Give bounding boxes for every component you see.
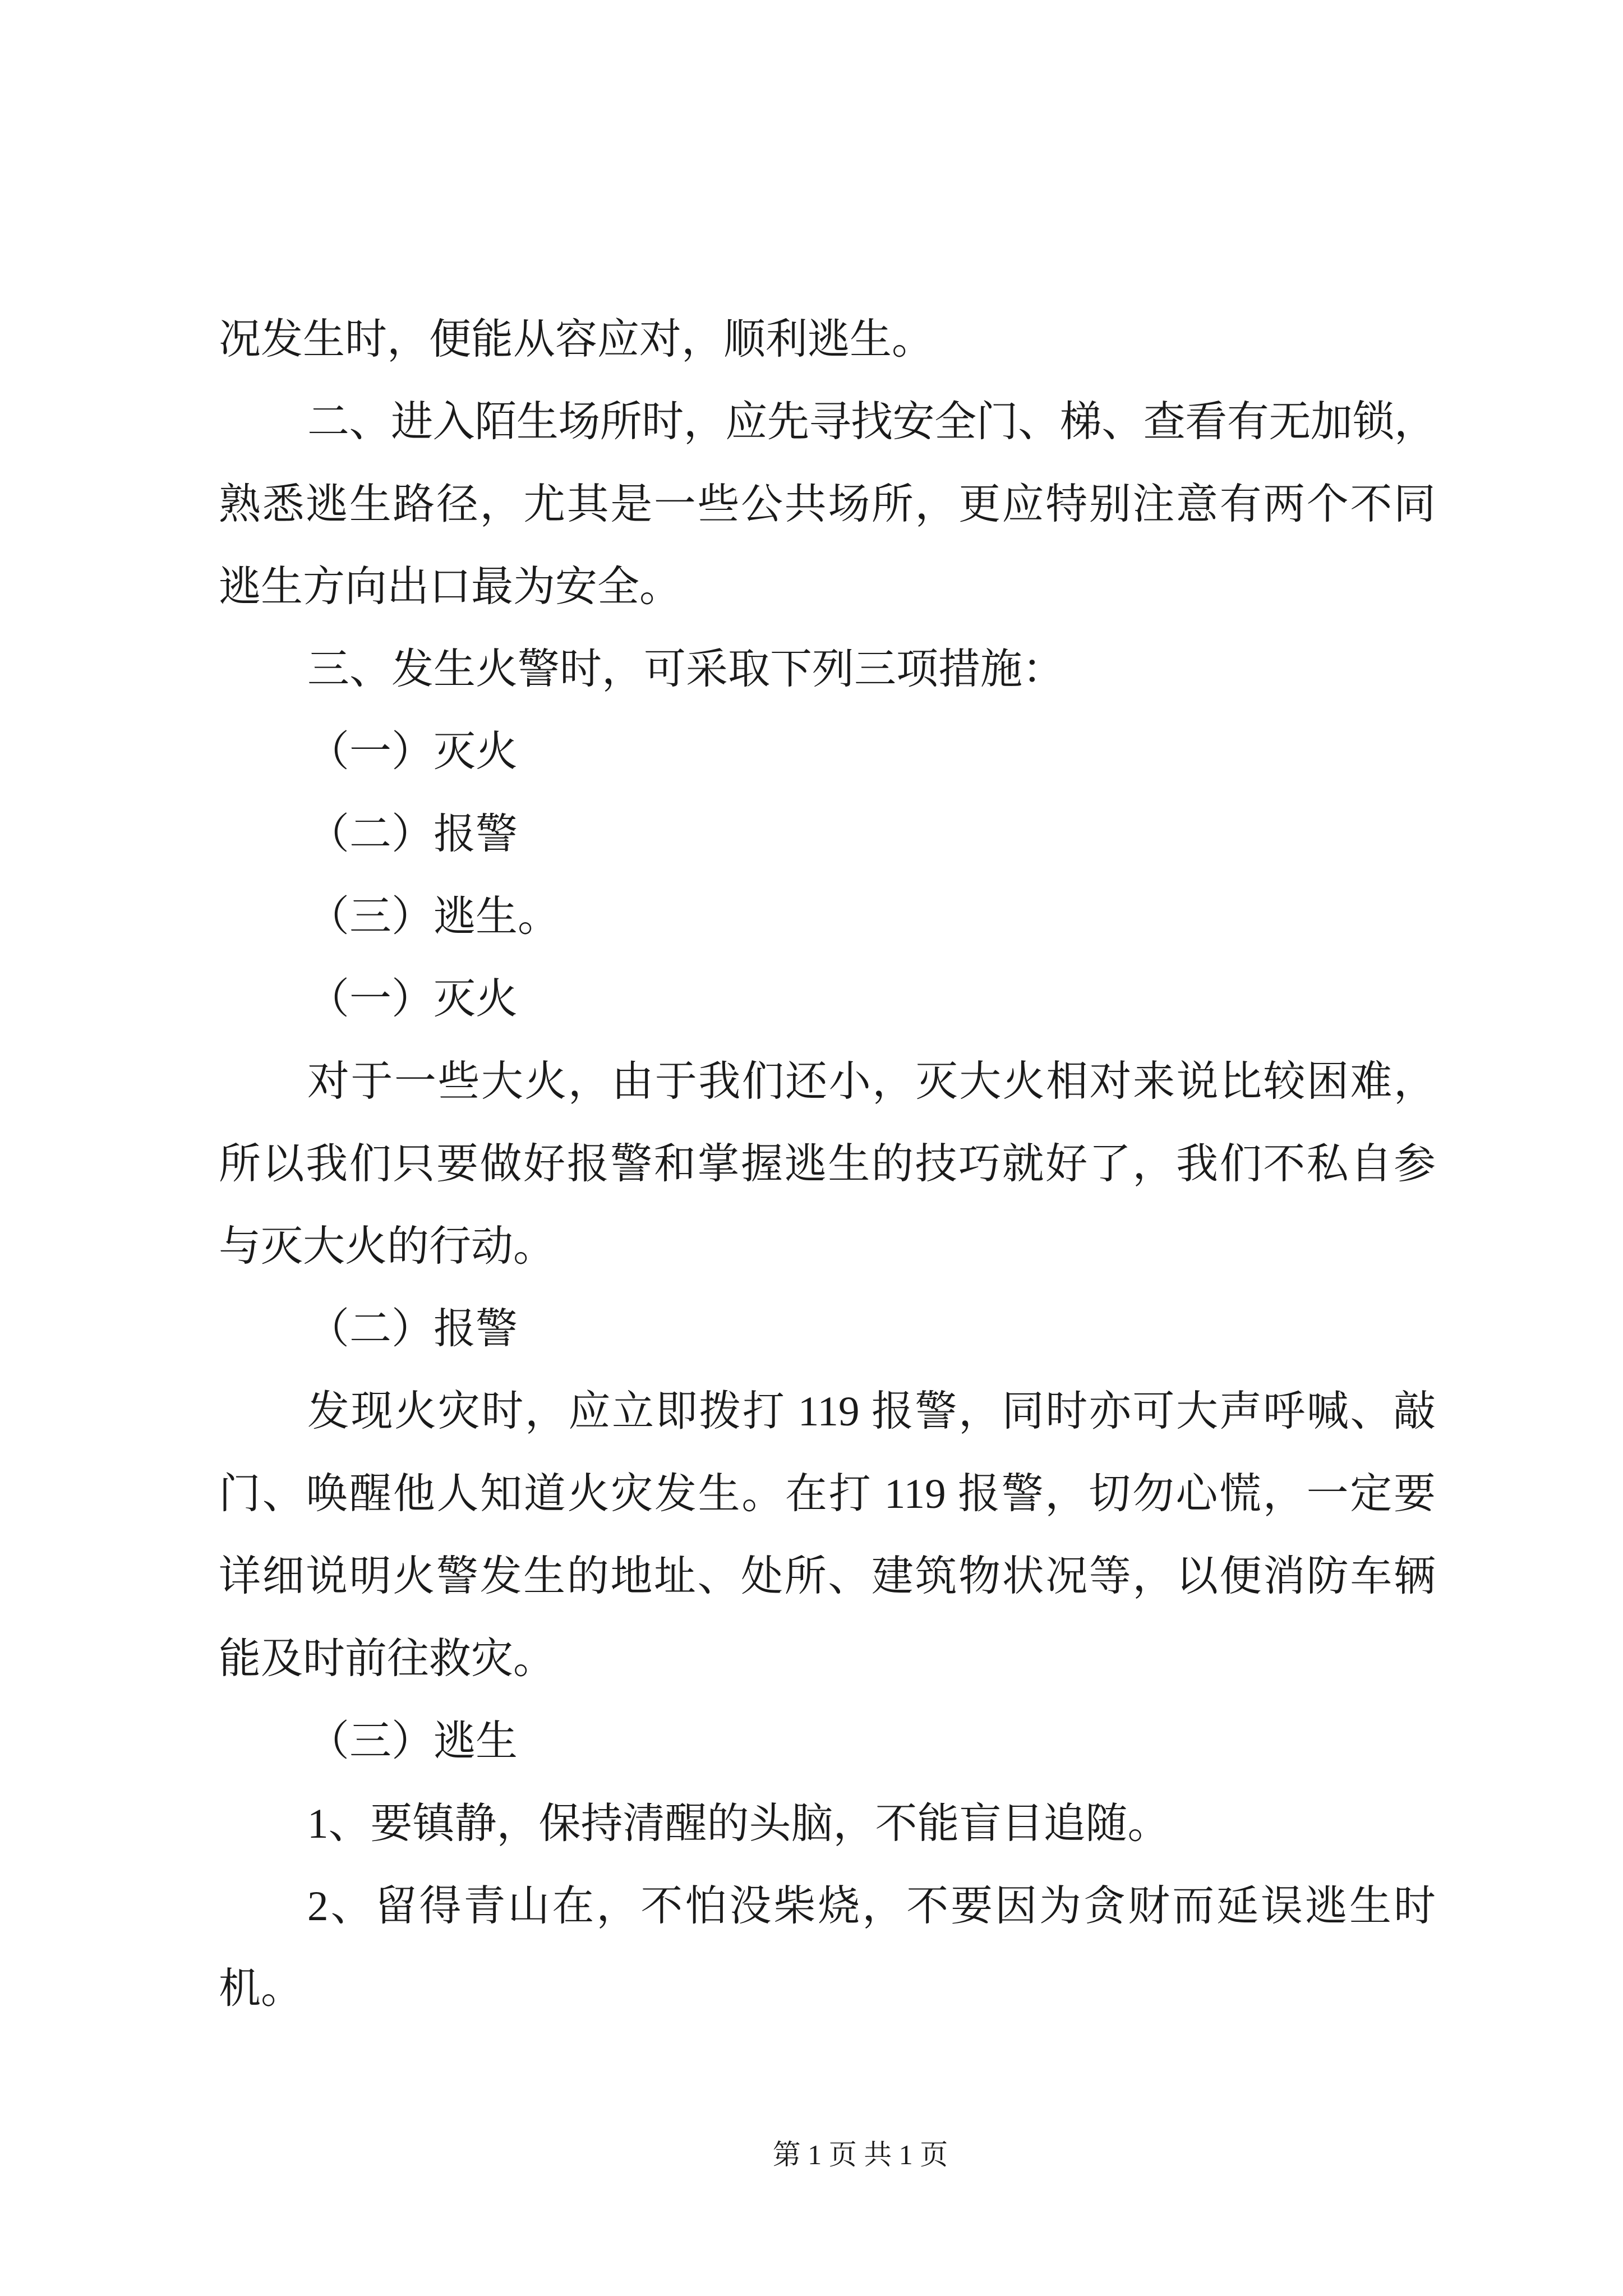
- body-paragraph: [219, 1370, 1436, 1700]
- text-line: （一）灭火: [307, 976, 518, 1023]
- text-line: 对于一些大火，由于我们还小，灭大火相对来说比较困难，: [307, 1059, 1436, 1105]
- paragraph-item-two: [219, 381, 1436, 628]
- paragraph-item-three: [219, 628, 1436, 711]
- text-line: （一）灭火: [307, 729, 518, 775]
- text-line: 所以我们只要做好报警和掌握逃生的技巧就好了，我们不私自参: [219, 1141, 1436, 1188]
- text-line: （三）逃生: [307, 1718, 518, 1765]
- text-line: 发现火灾时，应立即拨打 119 报警，同时亦可大声呼喊、敲: [307, 1388, 1436, 1435]
- text-line: （三）逃生。: [307, 894, 560, 940]
- measure-list-item: [219, 711, 1436, 793]
- section-heading: [219, 958, 1436, 1041]
- body-paragraph: [219, 1041, 1436, 1288]
- text-line: 1、要镇静，保持清醒的头脑，不能盲目追随。: [307, 1801, 1170, 1847]
- page-footer: [692, 2138, 1029, 2171]
- text-line: 门、唤醒他人知道火灾发生。在打 119 报警，切勿心慌，一定要: [219, 1471, 1436, 1517]
- text-line: 2、留得青山在，不怕没柴烧，不要因为贪财而延误逃生时: [307, 1883, 1436, 1930]
- text-line: 逃生方向出口最为安全。: [219, 564, 682, 610]
- text-line: （二）报警: [307, 1306, 518, 1352]
- text-line: 三、发生火警时，可采取下列三项措施：: [307, 646, 1065, 693]
- text-line: 二、进入陌生场所时，应先寻找安全门、梯、查看有无加锁，: [307, 399, 1436, 445]
- text-line: 能及时前往救灾。: [219, 1636, 556, 1682]
- paragraph-continued: [219, 298, 1436, 381]
- page-number-label: 第 1 页 共 1 页: [772, 2139, 948, 2170]
- text-line: 详细说明火警发生的地址、处所、建筑物状况等，以便消防车辆: [219, 1553, 1436, 1600]
- section-heading: [219, 1288, 1436, 1370]
- measure-list-item: [219, 793, 1436, 876]
- document-body: [219, 298, 1436, 2030]
- numbered-tip: [219, 1865, 1436, 2030]
- text-line: 况发生时，便能从容应对，顺利逃生。: [219, 316, 934, 363]
- text-line: 熟悉逃生路径，尤其是一些公共场所，更应特别注意有两个不同: [219, 481, 1436, 528]
- text-line: （二）报警: [307, 811, 518, 858]
- text-line: 机。: [219, 1966, 303, 2012]
- section-heading: [219, 1700, 1436, 1783]
- measure-list-item: [219, 876, 1436, 958]
- numbered-tip: [219, 1783, 1436, 1865]
- text-line: 与灭大火的行动。: [219, 1223, 556, 1270]
